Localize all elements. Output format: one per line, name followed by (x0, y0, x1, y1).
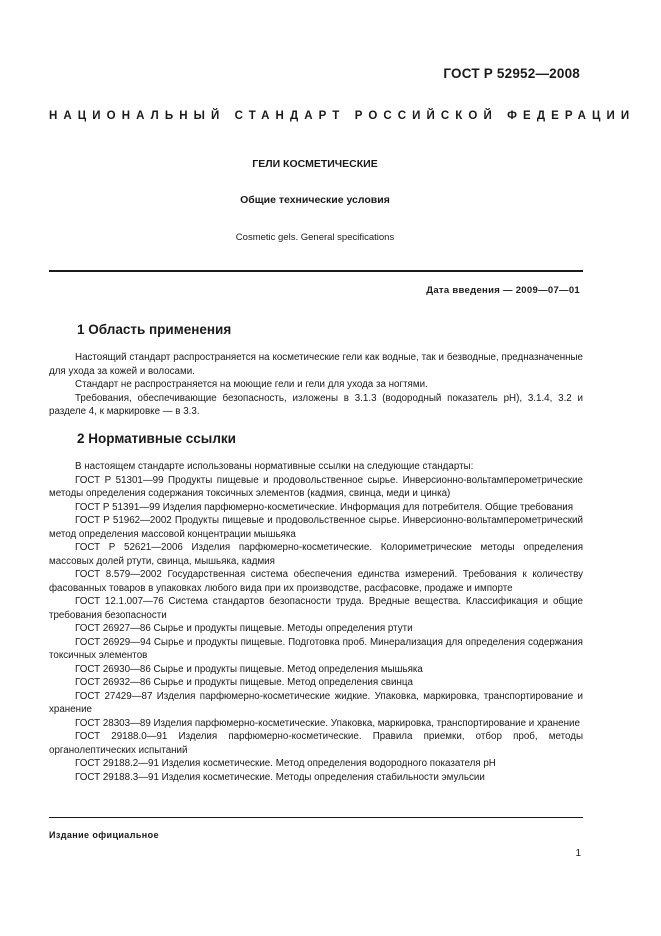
reference-item: ГОСТ 26927—86 Сырье и продукты пищевые. Методы определения ртути (75, 623, 413, 634)
section-2-heading: 2 Нормативные ссылки (77, 431, 236, 446)
reference-item: ГОСТ 8.579—2002 Государственная система обеспечения единства измерений. Требования к количеству фасованных товаров в упаковках любого вида при их производстве, расфасовке, продаже и импорте (49, 569, 583, 594)
paragraph: Требования, обеспечивающие безопасность, изложены в 3.1.3 (водородный показатель pH), 3.1.4, 3.2 и разделе 4, к маркировке — в 3.3. (49, 392, 583, 417)
english-title: Cosmetic gels. General specifications (235, 232, 395, 243)
section-1-body (49, 351, 583, 419)
header-divider (49, 270, 583, 272)
section-1-heading: 1 Область применения (77, 322, 232, 337)
reference-item: ГОСТ 29188.0—91 Изделия парфюмерно-косметические. Правила приемки, отбор проб, методы органолептических испытаний (49, 731, 583, 756)
edition-label: Издание официальное (49, 830, 159, 840)
footer-divider (49, 817, 583, 818)
reference-item: ГОСТ 26930—86 Сырье и продукты пищевые. Метод определения мышьяка (75, 663, 423, 675)
national-standard-title: НАЦИОНАЛЬНЫЙ СТАНДАРТ РОССИЙСКОЙ ФЕДЕРАЦИИ (49, 110, 636, 122)
page-number: 1 (575, 848, 581, 859)
reference-item: ГОСТ 12.1.007—76 Система стандартов безопасности труда. Вредные вещества. Классификация и общие требования безопасности (49, 596, 583, 621)
reference-item: ГОСТ 26929—94 Сырье и продукты пищевые. Подготовка проб. Минерализация для определения содержания токсичных элементов (49, 636, 583, 661)
reference-item: ГОСТ Р 51391—99 Изделия парфюмерно-косметические. Информация для потребителя. Общие требования (75, 501, 574, 513)
reference-item: ГОСТ 28303—89 Изделия парфюмерно-косметические. Упаковка, маркировка, транспортирование и хранение (75, 717, 580, 729)
standard-title: ГЕЛИ КОСМЕТИЧЕСКИЕ (252, 158, 378, 170)
introduction-date: Дата введения — 2009—07—01 (426, 285, 580, 296)
reference-item: ГОСТ Р 51962—2002 Продукты пищевые и продовольственное сырье. Инверсионно-вольтамперометрический метод определения массовой концентрации мышьяка (49, 515, 583, 540)
reference-item: ГОСТ 29188.3—91 Изделия косметические. Методы определения стабильности эмульсии (75, 771, 485, 783)
paragraph: В настоящем стандарте использованы нормативные ссылки на следующие стандарты: (75, 461, 474, 472)
section-2-body (49, 460, 583, 784)
reference-item: ГОСТ 27429—87 Изделия парфюмерно-косметические жидкие. Упаковка, маркировка, транспортирование и хранение (49, 690, 583, 715)
reference-item: ГОСТ 29188.2—91 Изделия косметические. Метод определения водородного показателя pH (75, 758, 496, 769)
paragraph: Стандарт не распространяется на моющие гели и гели для ухода за ногтями. (75, 379, 428, 390)
standard-subtitle: Общие технические условия (240, 194, 390, 206)
reference-item: ГОСТ 26932—86 Сырье и продукты пищевые. Метод определения свинца (75, 677, 413, 688)
paragraph: Настоящий стандарт распространяется на косметические гели как водные, так и безводные, предназначенные для ухода за кожей и волосами. (49, 352, 583, 377)
reference-item: ГОСТ Р 52621—2006 Изделия парфюмерно-косметические. Колориметрические методы определения массовых долей ртути, свинца, мышьяка, кадмия (49, 542, 583, 567)
reference-item: ГОСТ Р 51301—99 Продукты пищевые и продовольственное сырье. Инверсионно-вольтамперометрические методы определения содержания токсичных элементов (кадмия, свинца, меди и цинка) (49, 474, 583, 499)
document-number: ГОСТ Р 52952—2008 (443, 66, 580, 81)
